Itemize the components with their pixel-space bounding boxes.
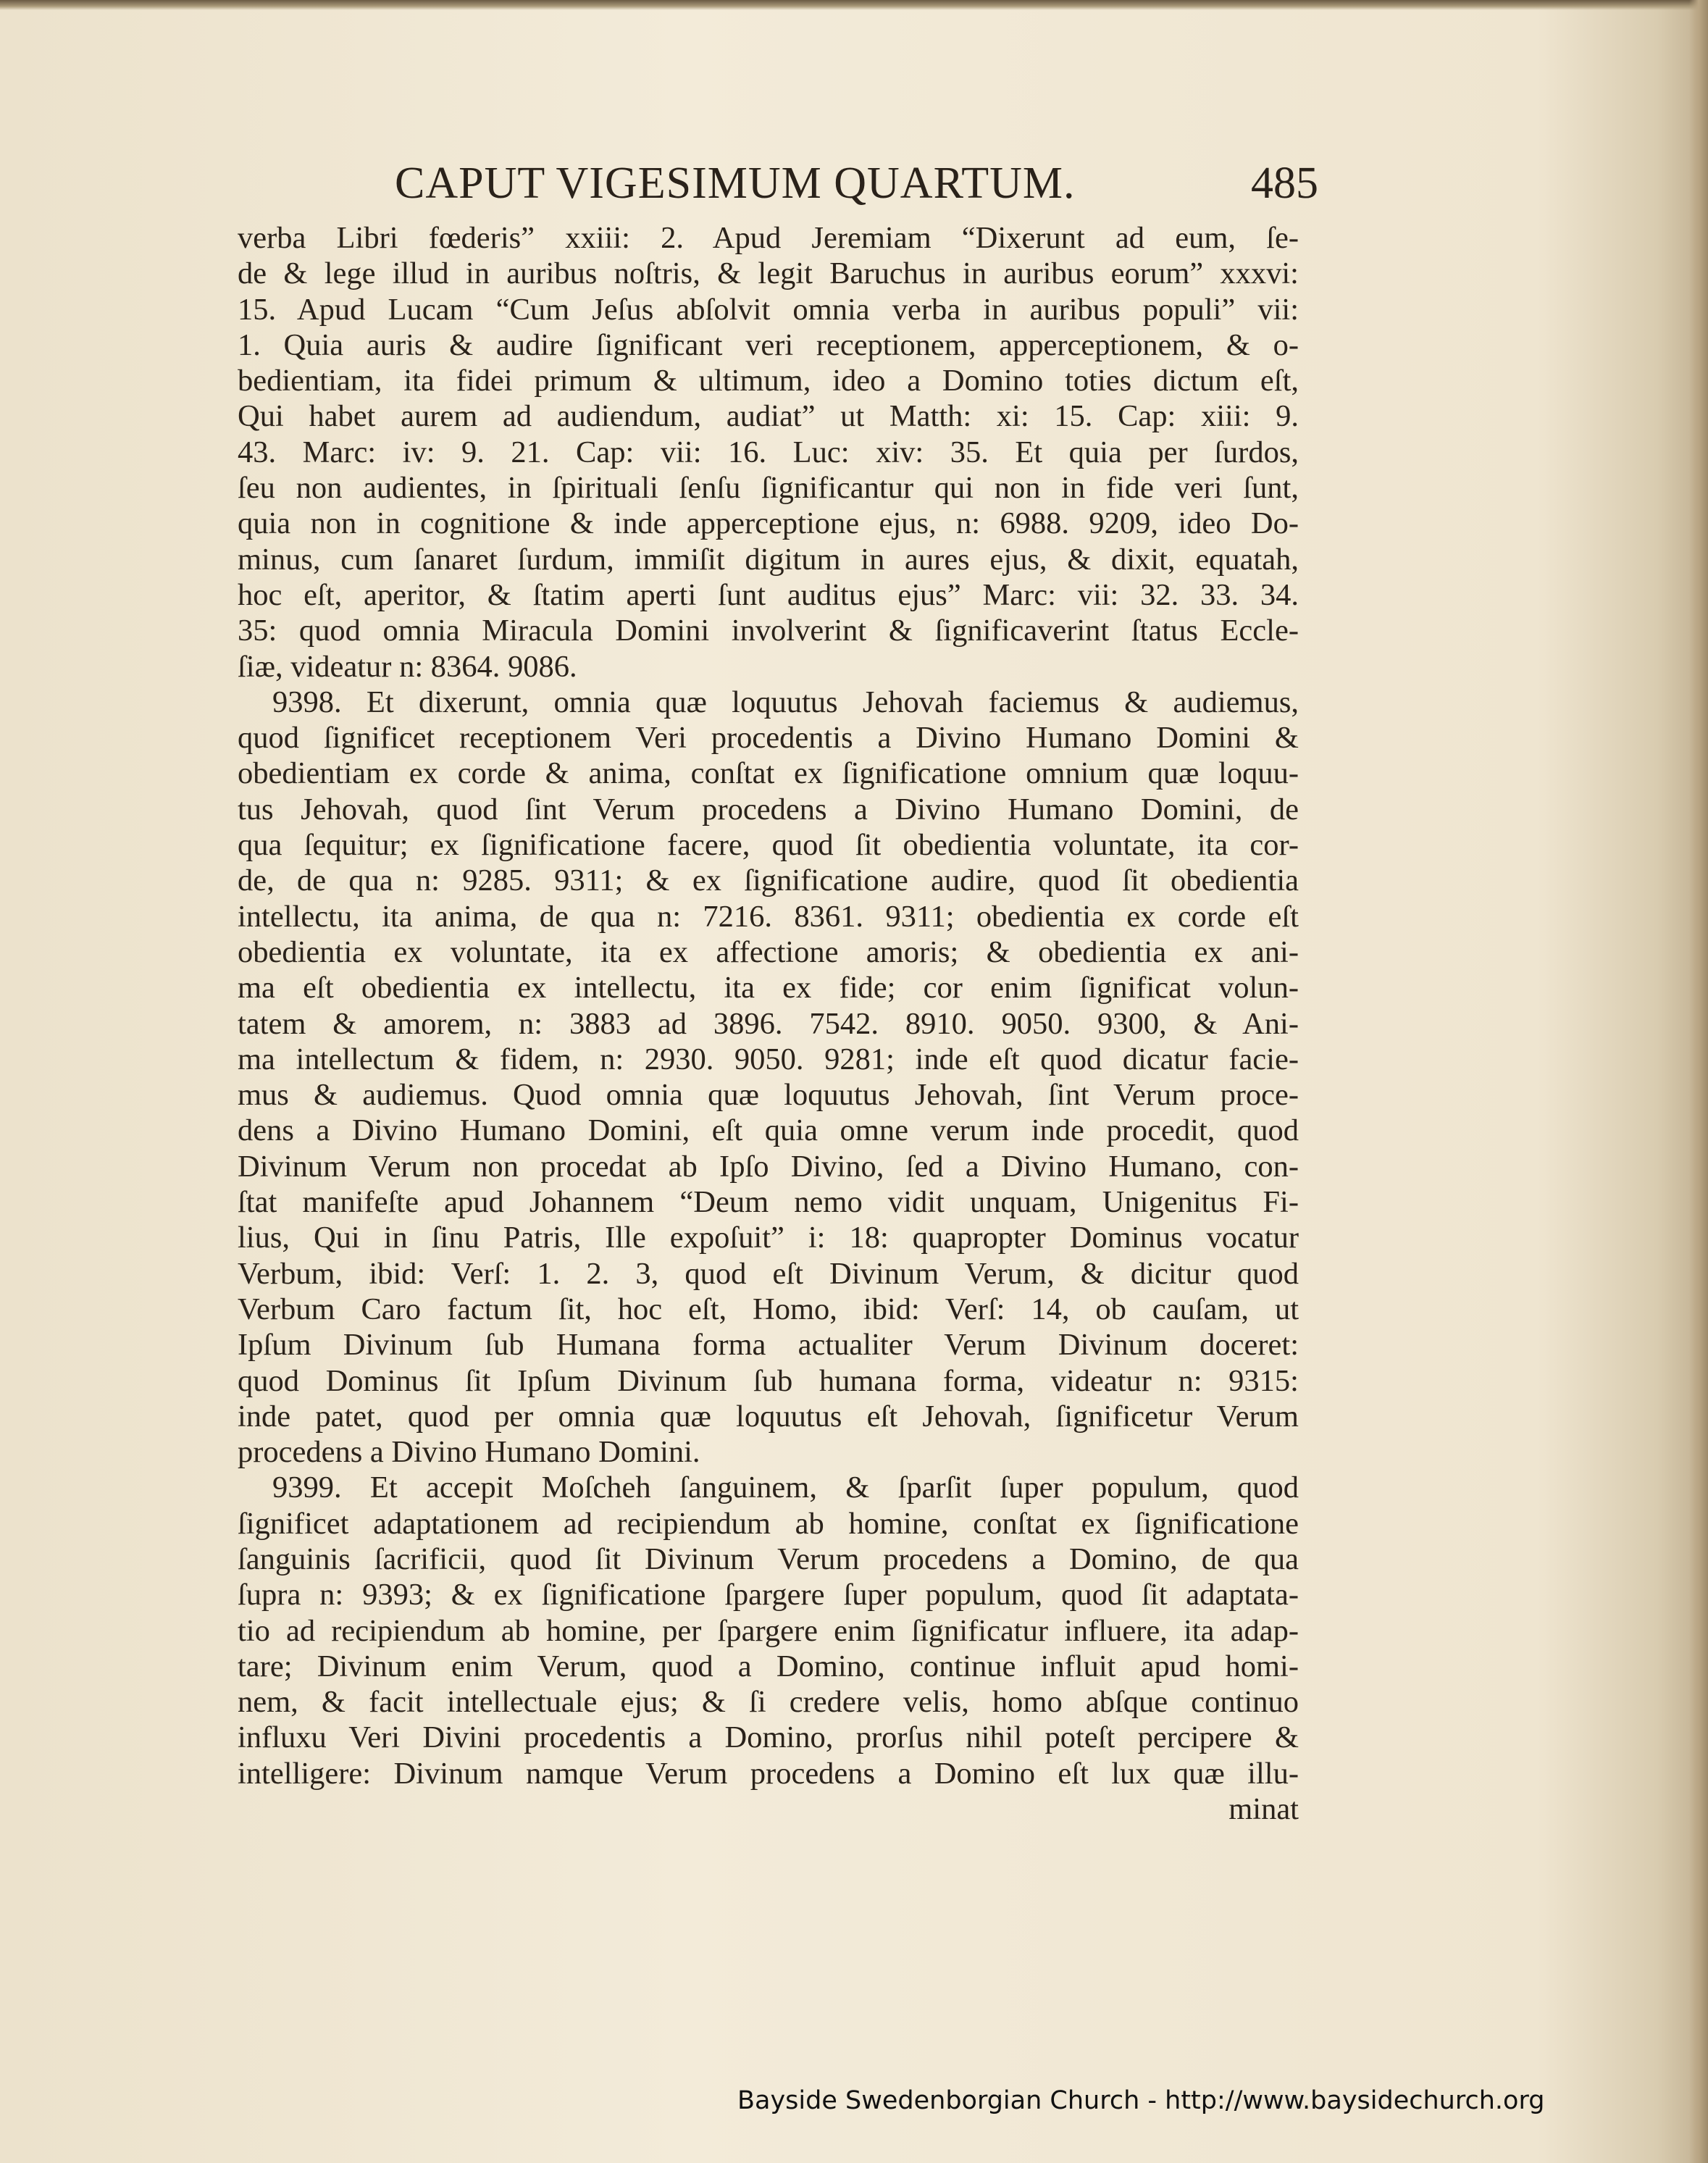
- text-line: 1. Quia auris & audire ſignificant veri receptionem, apperceptionem, & o-: [238, 327, 1299, 362]
- page-right-edge: [1689, 0, 1708, 2163]
- text-line: procedens a Divino Humano Domini.: [238, 1435, 700, 1470]
- page-number: 485: [1251, 159, 1318, 208]
- text-line: obedientiam ex corde & anima, conſtat ex ſignificatione omnium quæ loquu-: [238, 756, 1299, 791]
- text-line: ſeu non audientes, in ſpirituali ſenſu ſignificantur qui non in fide veri ſunt,: [238, 471, 1299, 506]
- text-line: nem, & facit intellectuale ejus; & ſi credere velis, homo abſque continuo: [238, 1685, 1299, 1720]
- text-line: de & lege illud in auribus noſtris, & legit Baruchus in auribus eorum” xxxvi:: [238, 256, 1299, 291]
- text-line: Verbum, ibid: Verſ: 1. 2. 3, quod eſt Divinum Verum, & dicitur quod: [238, 1256, 1299, 1291]
- text-line: quod Dominus ſit Ipſum Divinum ſub humana forma, videatur n: 9315:: [238, 1363, 1299, 1398]
- text-line: quia non in cognitione & inde apperceptione ejus, n: 6988. 9209, ideo Do-: [238, 506, 1299, 541]
- text-line: ſupra n: 9393; & ex ſignificatione ſpargere ſuper populum, quod ſit adaptata-: [238, 1578, 1299, 1612]
- text-line: Verbum Caro factum ſit, hoc eſt, Homo, ibid: Verſ: 14, ob cauſam, ut: [238, 1292, 1299, 1326]
- text-line: ma intellectum & fidem, n: 2930. 9050. 9281; inde eſt quod dicatur facie-: [238, 1042, 1299, 1076]
- text-line: obedientia ex voluntate, ita ex affectione amoris; & obedientia ex ani-: [238, 934, 1299, 969]
- text-line: tare; Divinum enim Verum, quod a Domino, continue influit apud homi-: [238, 1649, 1299, 1683]
- watermark-caption: Bayside Swedenborgian Church - http://www.baysidechurch.org: [737, 2086, 1545, 2115]
- text-line: 43. Marc: iv: 9. 21. Cap: vii: 16. Luc: xiv: 35. Et quia per ſurdos,: [238, 435, 1299, 469]
- text-line: influxu Veri Divini procedentis a Domino, prorſus nihil poteſt percipere &: [238, 1720, 1299, 1755]
- running-title: CAPUT VIGESIMUM QUARTUM.: [395, 159, 1076, 208]
- text-line: tio ad recipiendum ab homine, per ſpargere enim ſignificatur influere, ita adap-: [238, 1613, 1299, 1648]
- paragraph-first-line-9398: 9398. Et dixerunt, omnia quæ loquutus Jehovah faciemus & audiemus,: [272, 685, 1299, 719]
- text-line: tus Jehovah, quod ſint Verum procedens a Divino Humano Domini, de: [238, 792, 1299, 827]
- text-line: bedientiam, ita fidei primum & ultimum, ideo a Domino toties dictum eſt,: [238, 364, 1299, 398]
- text-line: ſtat manifeſte apud Johannem “Deum nemo vidit unquam, Unigenitus Fi-: [238, 1185, 1299, 1220]
- catchword: minat: [1228, 1792, 1299, 1827]
- text-line: minus, cum ſanaret ſurdum, immiſit digitum in aures ejus, & dixit, equatah,: [238, 542, 1299, 577]
- text-line: 35: quod omnia Miracula Domini involverint & ſignificaverint ſtatus Eccle-: [238, 614, 1299, 648]
- text-line: intellectu, ita anima, de qua n: 7216. 8361. 9311; obedientia ex corde eſt: [238, 899, 1299, 934]
- text-line: hoc eſt, aperitor, & ſtatim aperti ſunt auditus ejus” Marc: vii: 32. 33. 34.: [238, 577, 1299, 612]
- text-line: ſignificet adaptationem ad recipiendum ab homine, conſtat ex ſignificatione: [238, 1506, 1299, 1541]
- text-line: Divinum Verum non procedat ab Ipſo Divino, ſed a Divino Humano, con-: [238, 1149, 1299, 1184]
- text-line: quod ſignificet receptionem Veri procedentis a Divino Humano Domini &: [238, 721, 1299, 756]
- text-line: mus & audiemus. Quod omnia quæ loquutus Jehovah, ſint Verum proce-: [238, 1078, 1299, 1113]
- text-line: ma eſt obedientia ex intellectu, ita ex fide; cor enim ſignificat volun-: [238, 971, 1299, 1005]
- text-line: tatem & amorem, n: 3883 ad 3896. 7542. 8910. 9050. 9300, & Ani-: [238, 1006, 1299, 1041]
- text-line: verba Libri fœderis” xxiii: 2. Apud Jeremiam “Dixerunt ad eum, ſe-: [238, 221, 1299, 255]
- text-line: ſiæ, videatur n: 8364. 9086.: [238, 649, 577, 684]
- page-header: [395, 158, 1318, 223]
- text-line: ſanguinis ſacrificii, quod ſit Divinum Verum procedens a Domino, de qua: [238, 1541, 1299, 1576]
- text-line: intelligere: Divinum namque Verum procedens a Domino eſt lux quæ illu-: [238, 1756, 1299, 1791]
- text-line: dens a Divino Humano Domini, eſt quia omne verum inde procedit, quod: [238, 1113, 1299, 1148]
- body-text: [238, 220, 1299, 1827]
- text-line: Ipſum Divinum ſub Humana forma actualiter Verum Divinum doceret:: [238, 1328, 1299, 1363]
- text-line: de, de qua n: 9285. 9311; & ex ſignificatione audire, quod ſit obedientia: [238, 863, 1299, 898]
- text-line: lius, Qui in ſinu Patris, Ille expoſuit” i: 18: quapropter Dominus vocatur: [238, 1221, 1299, 1255]
- paragraph-first-line-9399: 9399. Et accepit Moſcheh ſanguinem, & ſparſit ſuper populum, quod: [272, 1470, 1299, 1505]
- page-top-edge: [0, 0, 1708, 10]
- text-line: inde patet, quod per omnia quæ loquutus eſt Jehovah, ſignificetur Verum: [238, 1399, 1299, 1434]
- text-line: qua ſequitur; ex ſignificatione facere, quod ſit obedientia voluntate, ita cor-: [238, 828, 1299, 863]
- text-line: 15. Apud Lucam “Cum Jeſus abſolvit omnia verba in auribus populi” vii:: [238, 292, 1299, 327]
- text-line: Qui habet aurem ad audiendum, audiat” ut Matth: xi: 15. Cap: xiii: 9.: [238, 399, 1299, 434]
